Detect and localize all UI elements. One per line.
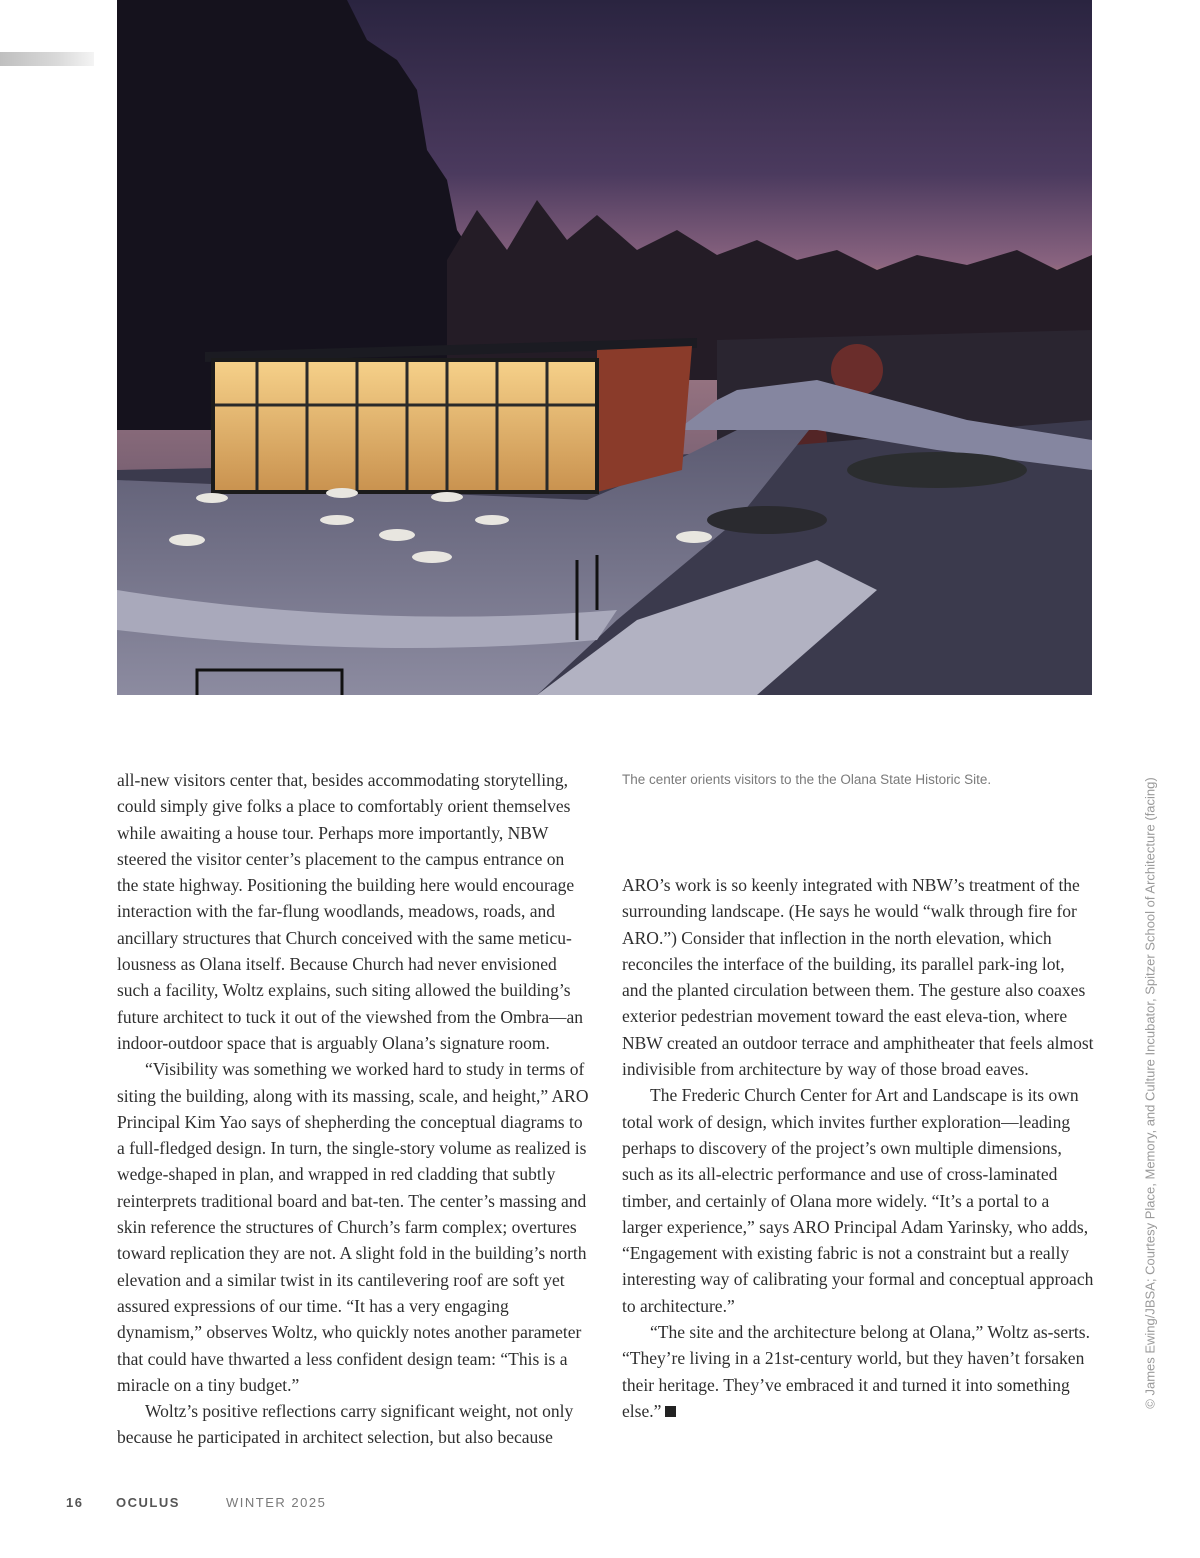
photo-credit-text: © James Ewing/JBSA; Courtesy Place, Memory, and Culture Incubator, Spitzer School of Architecture (facing) bbox=[1142, 777, 1158, 1409]
article-right-column bbox=[622, 872, 1094, 1424]
paragraph: all-new visitors center that, besides accommodating storytelling, could simply give folks a place to comfortably orient themselves while awaiting a house tour. Perhaps more importantly, NBW steered the visitor center’s placement to the campus entrance on the state highway. Positioning the building here would encourage interaction with the far-flung woodlands, meadows, roads, and ancillary structures that Church conceived with the same meticu-lousness as Olana itself. Because Church had never envisioned such a facility, Woltz explains, such siting allowed the building’s future architect to tuck it out of the viewshed from the Ombra—an indoor-outdoor space that is arguably Olana’s signature room. bbox=[117, 770, 584, 1053]
photo-visitor-center-dusk bbox=[117, 0, 1092, 695]
photo-caption: The center orients visitors to the the Olana State Historic Site. bbox=[622, 772, 992, 787]
photo-credit bbox=[1140, 740, 1160, 1446]
paragraph: The Frederic Church Center for Art and Landscape is its own total work of design, which invites further exploration—leading perhaps to discovery of the project’s own multiple dimensions, such as its all-electric performance and use of cross-laminated timber, and certainly of Olana more widely. “It’s a portal to a larger experience,” says ARO Principal Adam Yarinsky, who adds, “Engagement with existing fabric is not a constraint but a really interesting way of calibrating your formal and conceptual approach to architecture.” bbox=[622, 1085, 1094, 1316]
page-footer bbox=[66, 1495, 327, 1510]
section-tab-bar bbox=[0, 52, 94, 66]
magazine-name: OCULUS bbox=[116, 1495, 180, 1510]
paragraph-final-text: “The site and the architecture belong at Olana,” Woltz as-serts. “They’re living in a 21st-century world, but they haven’t forsaken their heritage. They’ve embraced it and turned it into something else.” bbox=[622, 1322, 1090, 1421]
article-left-column bbox=[117, 767, 589, 1451]
end-mark-icon bbox=[665, 1406, 676, 1417]
paragraph-final bbox=[622, 1319, 1094, 1424]
paragraph: “Visibility was something we worked hard to study in terms of siting the building, along with its massing, scale, and height,” ARO Principal Kim Yao says of shepherding the conceptual diagrams to a full-fledged design. In turn, the single-story volume as realized is wedge-shaped in plan, and wrapped in red cladding that subtly reinterprets traditional board and bat-ten. The center’s massing and skin reference the structures of Church’s farm complex; overtures toward replication they are not. A slight fold in the building’s north elevation and a similar twist in its cantilevering roof are soft yet assured expressions of our time. “It has a very engaging dynamism,” observes Woltz, who quickly notes another parameter that could have thwarted a less confident design team: “This is a miracle on a tiny budget.” bbox=[117, 1059, 589, 1395]
issue-label: WINTER 2025 bbox=[226, 1495, 327, 1510]
page-number: 16 bbox=[66, 1495, 84, 1510]
paragraph: Woltz’s positive reflections carry significant weight, not only because he participated in architect selection, but also because bbox=[117, 1401, 574, 1448]
paragraph: ARO’s work is so keenly integrated with NBW’s treatment of the surrounding landscape. (He says he would “walk through fire for ARO.”) Consider that inflection in the north elevation, which reconciles the interface of the building, its parallel park-ing lot, and the planted circulation between them. The gesture also coaxes exterior pedestrian movement toward the east eleva-tion, where NBW created an outdoor terrace and amphitheater that feels almost indivisible from architecture by way of those broad eaves. bbox=[622, 875, 1094, 1080]
photo-illustration bbox=[117, 0, 1092, 695]
